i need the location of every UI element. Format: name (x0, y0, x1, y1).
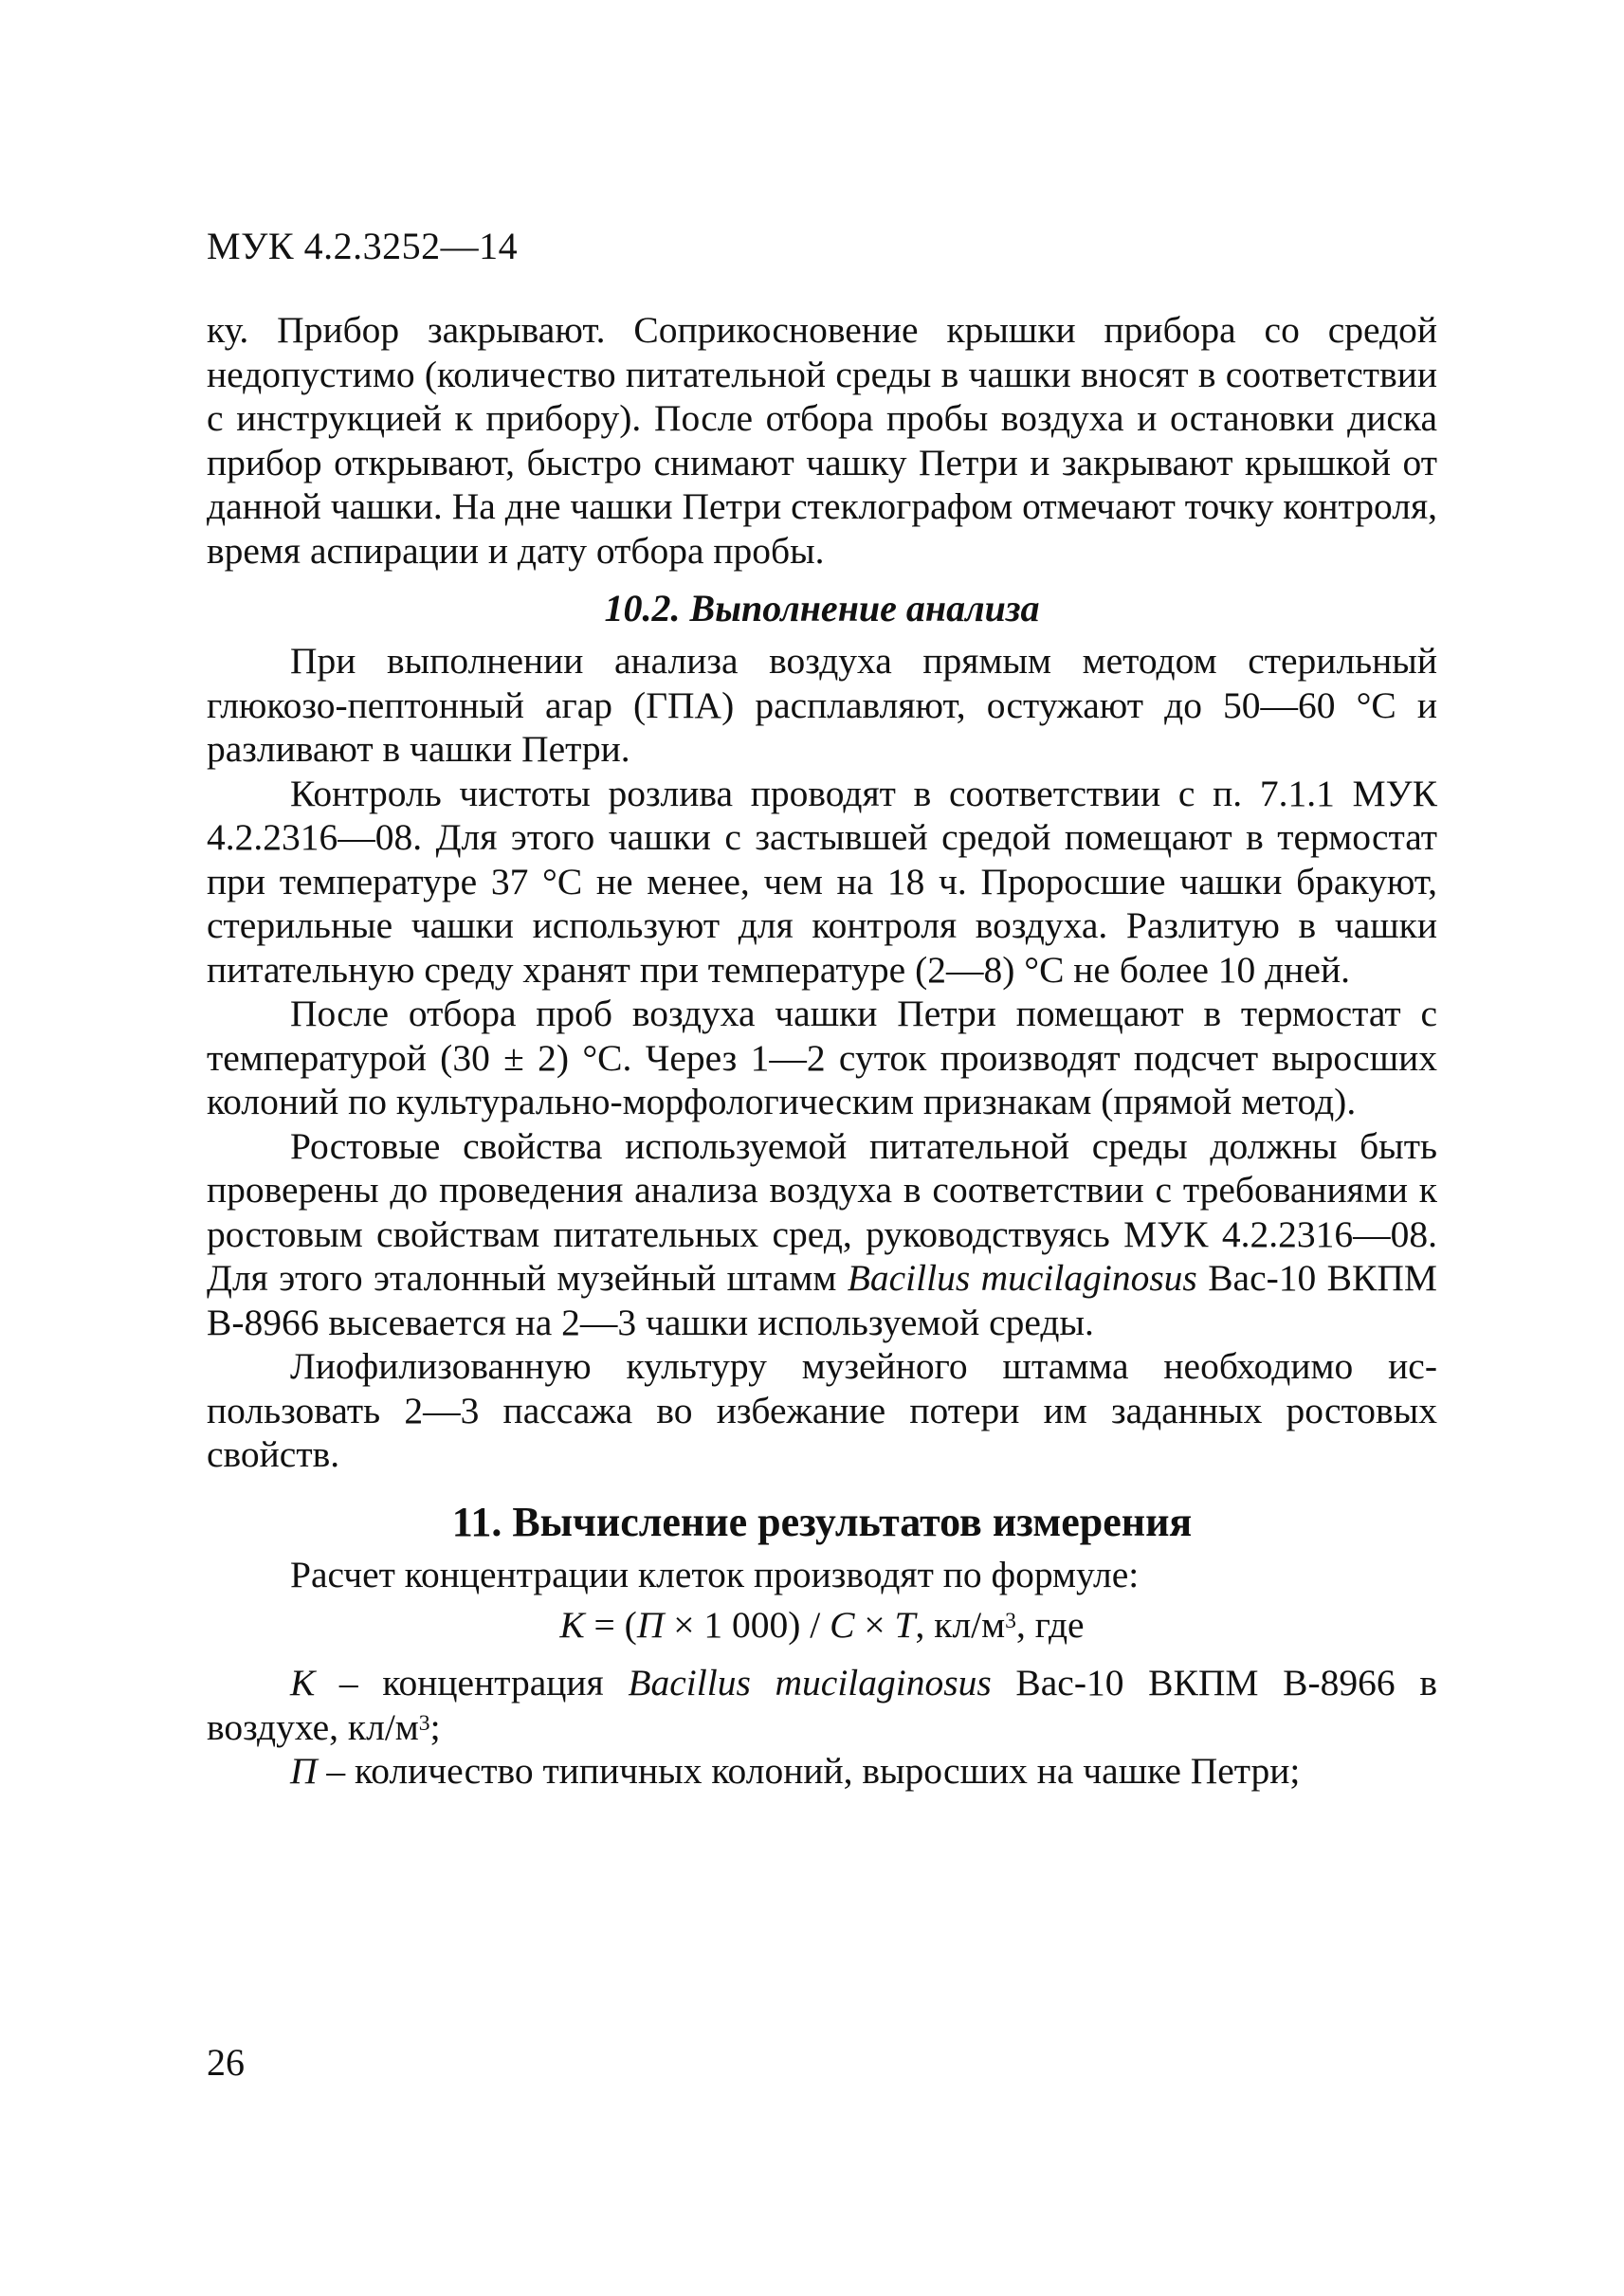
paragraph-calculation-intro: Расчет концентрации клеток производят по формуле: (290, 1553, 1140, 1595)
paragraph-growth-properties (207, 1124, 1437, 1345)
paragraph-purity-control: Контроль чистоты розлива проводят в соответствии с п. 7.1.1 МУК 4.2.2316—08. Для этого чашки с застывшей средой помещают в термостат при температуре 37 °С не менее, чем на 18 ч. Проросшие чашки бракуют, стерильные чашки используют для контроля воздуха. Разлитую в чашки питательную среду хранят при температуре (2—8) °С не более 10 дней. (207, 772, 1437, 991)
document-code-header: МУК 4.2.3252—14 (207, 225, 519, 267)
formula-eq: = ( (584, 1604, 637, 1646)
definition-p-symbol: П (290, 1750, 318, 1792)
definition-k-sup: 3 (418, 1710, 430, 1736)
formula-k: К (559, 1604, 585, 1646)
formula-times: × (854, 1604, 895, 1646)
formula-p: П (636, 1604, 665, 1646)
formula-mid: × 1 000) / (664, 1604, 830, 1646)
definition-p (207, 1749, 1437, 1794)
paragraph-incubation: После отбора проб воздуха чашки Петри помещают в термостат с температурой (30 ± 2) °С. Через 1—2 суток производят подсчет выросших колоний по культурально-морфологическим признакам (прямой метод). (207, 993, 1437, 1122)
definition-k-end: ; (429, 1705, 441, 1748)
growth-text-start: Ростовые свойства используемой питательной среды должны быть проверены до проведения анализа воздуха в соответствии с требованиями к ростовым свойствам питательных сред, руководствуясь МУК 4.2.2316—08. Для этого эталонный музейный штамм (207, 1124, 1437, 1299)
definition-k-symbol: К (290, 1662, 316, 1704)
definition-k-rest: Вас-10 ВКПМ В-8966 в воздухе, кл/м (207, 1662, 1437, 1748)
growth-text-end: Вас-10 ВКПМ В-8966 высевается на 2—3 чашки используемой среды. (207, 1257, 1438, 1343)
paragraph-preparation: При выполнении анализа воздуха прямым методом стерильный глюкозо-пептонный агар (ГПА) расплавляют, остужают до 50—60 °С и разливают в чашки Петри. (207, 640, 1437, 770)
section-11-heading: 11. Вычисление результатов измерения (451, 1498, 1193, 1545)
page-body (207, 308, 1437, 1794)
page-number: 26 (207, 2041, 245, 2084)
formula-unit-sup: 3 (1005, 1609, 1016, 1633)
section-10-2-heading: 10.2. Выполнение анализа (604, 587, 1040, 629)
formula-t: Т (894, 1604, 916, 1646)
definition-p-text: – количество типичных колоний, выросших на чашке Петри; (317, 1750, 1301, 1792)
formula-unit: , кл/м (915, 1604, 1006, 1646)
formula-c: С (830, 1604, 855, 1646)
formula-tail: , где (1015, 1604, 1085, 1646)
definition-k (207, 1661, 1437, 1749)
definition-k-text: – концентрация (315, 1662, 629, 1704)
intro-paragraph: ку. Прибор закрывают. Соприкосновение крышки прибора со средой недопустимо (количество питательной среды в чашки вносят в соответствии с инструкцией к прибору). После отбора пробы воздуха и остановки диска прибор открывают, быстро снимают чашку Петри и закрывают крышкой от данной чашки. На дне чашки Петри стеклографом отмечают точку контроля, время аспирации и дату отбора пробы. (207, 309, 1437, 572)
species-name: Bacillus mucilaginosus (847, 1257, 1197, 1299)
definition-k-species: Bacillus mucilaginosus (628, 1662, 992, 1704)
concentration-formula (207, 1602, 1437, 1648)
paragraph-lyophilized-culture: Лиофилизованную культуру музейного штамма необходимо использовать 2—3 пассажа во избежание потери им заданных ростовых свойств. (207, 1345, 1437, 1475)
